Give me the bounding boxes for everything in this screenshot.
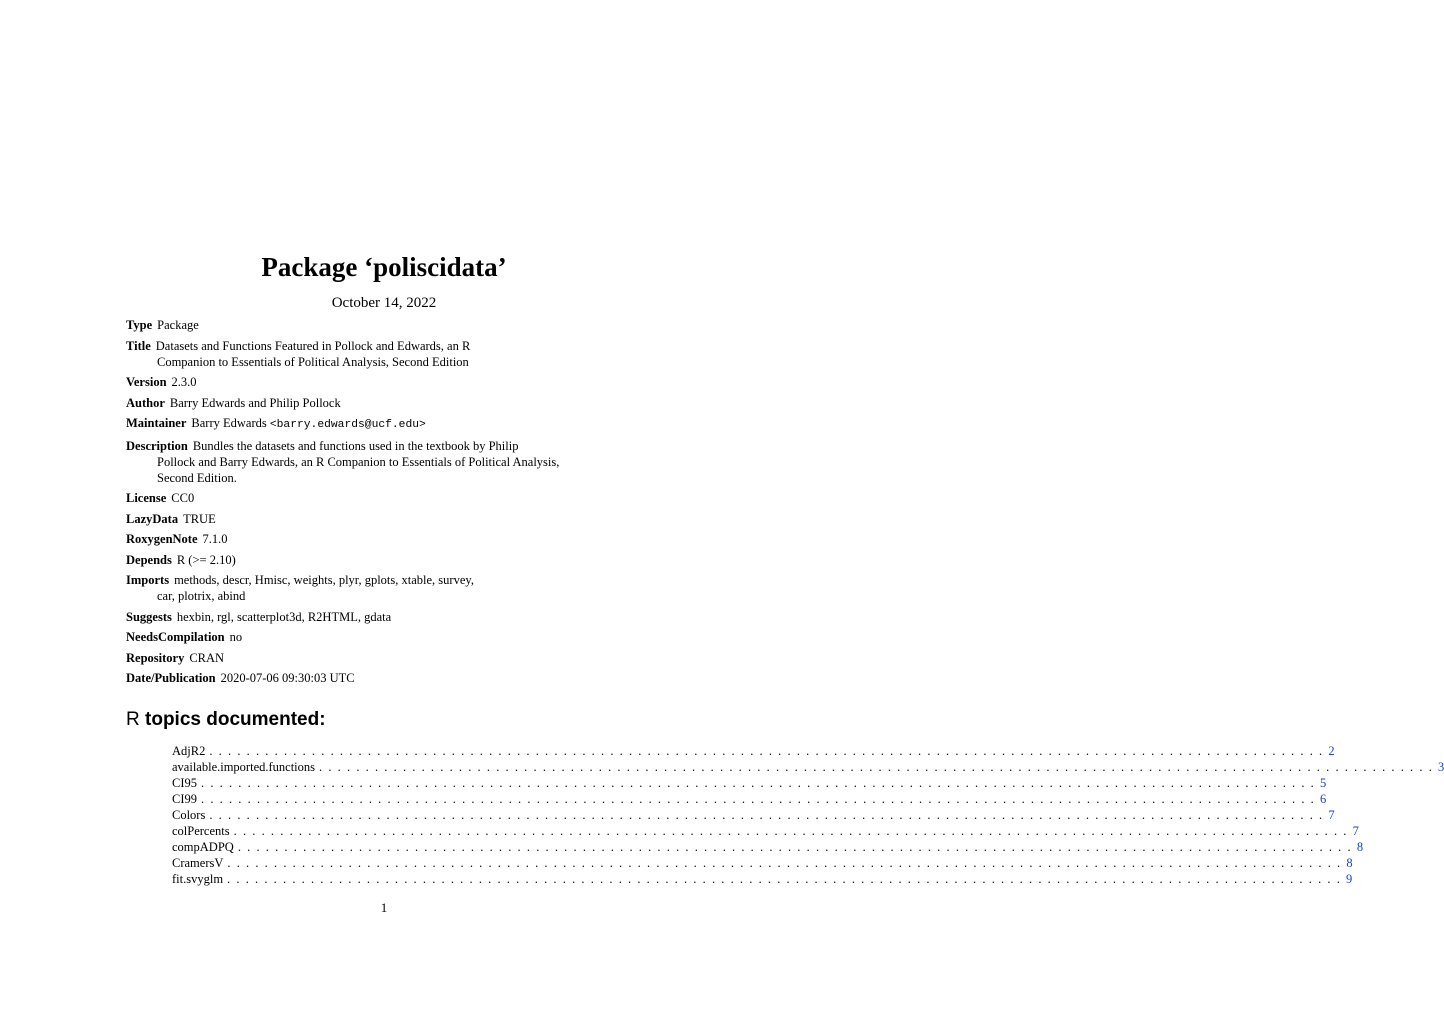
field-label: RoxygenNote [126,532,198,546]
field-line [126,317,646,333]
maintainer-email: <barry.edwards@ucf.edu> [269,419,426,431]
field-line [126,650,646,666]
toc-topic-name[interactable]: available.imported.functions [172,760,316,774]
field-label: Maintainer [126,416,187,430]
toc-row[interactable] [172,871,1353,887]
field-label: Author [126,395,165,410]
field-value: 2.3.0 [171,375,197,389]
field-depends [126,552,646,568]
field-value: Package [157,318,199,332]
field-line [126,470,646,486]
field-date-publication [126,670,646,686]
field-version [126,374,646,390]
field-line [126,670,646,686]
toc-page-link[interactable]: 8 [1356,840,1364,854]
toc-row[interactable] [172,759,1444,775]
toc-row[interactable] [172,807,1335,823]
field-maintainer [126,415,646,433]
toc-topic-name[interactable]: AdjR2 [172,744,206,758]
toc-dot-leader: ........................................................................................................................ [201,776,1320,790]
field-value: methods, descr, Hmisc, weights, plyr, gplots, xtable, survey, [174,573,474,587]
field-lazydata [126,511,646,527]
field-label: Imports [126,573,170,587]
description-fields [126,317,646,691]
field-label: Type [126,318,153,332]
field-line [126,531,646,547]
field-line [126,629,646,645]
field-label: Description [126,438,188,453]
toc-page-link[interactable]: 9 [1346,872,1353,886]
field-value: Barry Edwards <barry.edwards@ucf.edu> [191,416,426,431]
field-line [126,454,646,470]
field-value: 2020-07-06 09:30:03 UTC [220,671,355,685]
field-label: Date/Publication [126,671,216,685]
toc-topic-name[interactable]: CramersV [172,856,224,870]
package-title: Package ‘poliscidata’ [261,252,507,282]
field-value: Barry Edwards and Philip Pollock [169,395,341,410]
field-label: LazyData [126,511,179,526]
field-line [126,572,646,588]
field-label: License [126,491,167,505]
field-value: 7.1.0 [202,532,228,546]
field-label: Suggests [126,609,172,624]
field-author [126,395,646,411]
package-date: October 14, 2022 [331,295,437,311]
field-line [126,395,646,411]
toc-topic-name[interactable]: Colors [172,808,206,822]
toc-topic-name[interactable]: CI99 [172,792,197,806]
toc-page-link[interactable]: 5 [1320,776,1327,790]
toc-row[interactable] [172,743,1335,759]
field-value: car, plotrix, abind [157,589,246,603]
field-type [126,317,646,333]
field-value: Second Edition. [157,470,237,485]
field-suggests [126,609,646,625]
toc-dot-leader: ........................................................................................................................ [227,872,1347,886]
field-line [126,609,646,625]
field-label: Repository [126,650,185,665]
field-value: Pollock and Barry Edwards, an R Companion to Essentials of Political Analysis, [157,454,560,469]
toc-dot-leader: ........................................................................................................................ [227,856,1347,870]
toc-dot-leader: ........................................................................................................................ [209,808,1329,822]
field-license [126,490,646,506]
toc-row[interactable] [172,855,1353,871]
toc-dot-leader: ........................................................................................................................ [233,824,1353,838]
toc-row[interactable] [172,775,1327,791]
toc-page-link[interactable]: 7 [1328,808,1335,822]
field-value: CRAN [189,650,225,665]
field-value: Companion to Essentials of Political Analysis, Second Edition [157,354,469,369]
toc-page-link[interactable]: 3 [1438,760,1444,774]
field-value: Datasets and Functions Featured in Pollock and Edwards, an R [155,338,471,353]
topics-heading-text: topics documented: [145,709,326,730]
toc-page-link[interactable]: 8 [1346,856,1353,870]
toc-dot-leader: ........................................................................................................................ [319,760,1439,774]
toc-topic-name[interactable]: compADPQ [172,840,234,854]
field-value: TRUE [183,511,216,526]
field-line [126,374,646,390]
field-value: hexbin, rgl, scatterplot3d, R2HTML, gdata [176,609,392,624]
field-line [126,588,646,604]
field-line [126,415,646,433]
toc-page-link[interactable]: 6 [1320,792,1327,806]
field-line [126,490,646,506]
toc-page-link[interactable]: 2 [1328,744,1335,758]
toc-topic-name[interactable]: colPercents [172,824,230,838]
field-description [126,438,646,486]
field-value: Bundles the datasets and functions used in the textbook by Philip [192,438,519,453]
toc-dot-leader: ........................................................................................................................ [201,792,1320,806]
r-symbol: R [126,709,140,730]
field-value: no [229,630,243,644]
toc-row[interactable] [172,823,1359,839]
field-line [126,552,646,568]
field-imports [126,572,646,604]
field-roxygennote [126,531,646,547]
field-label: NeedsCompilation [126,630,225,644]
topics-list [172,743,1444,887]
field-title [126,338,646,370]
toc-page-link[interactable]: 7 [1352,824,1359,838]
toc-topic-name[interactable]: CI95 [172,776,197,790]
field-line [126,438,646,454]
field-value: R (>= 2.10) [176,552,236,567]
field-label: Version [126,375,167,389]
topics-heading [126,707,326,733]
field-line [126,338,646,354]
toc-dot-leader: ........................................................................................................................ [237,840,1357,854]
field-needscompilation [126,629,646,645]
toc-row[interactable] [172,839,1364,855]
field-label: Title [126,338,151,353]
page-number: 1 [380,900,388,915]
toc-dot-leader: ........................................................................................................................ [209,744,1329,758]
field-line [126,511,646,527]
toc-row[interactable] [172,791,1327,807]
field-value: CC0 [171,491,195,505]
toc-topic-name[interactable]: fit.svyglm [172,872,224,886]
field-repository [126,650,646,666]
field-line [126,354,646,370]
field-label: Depends [126,552,172,567]
